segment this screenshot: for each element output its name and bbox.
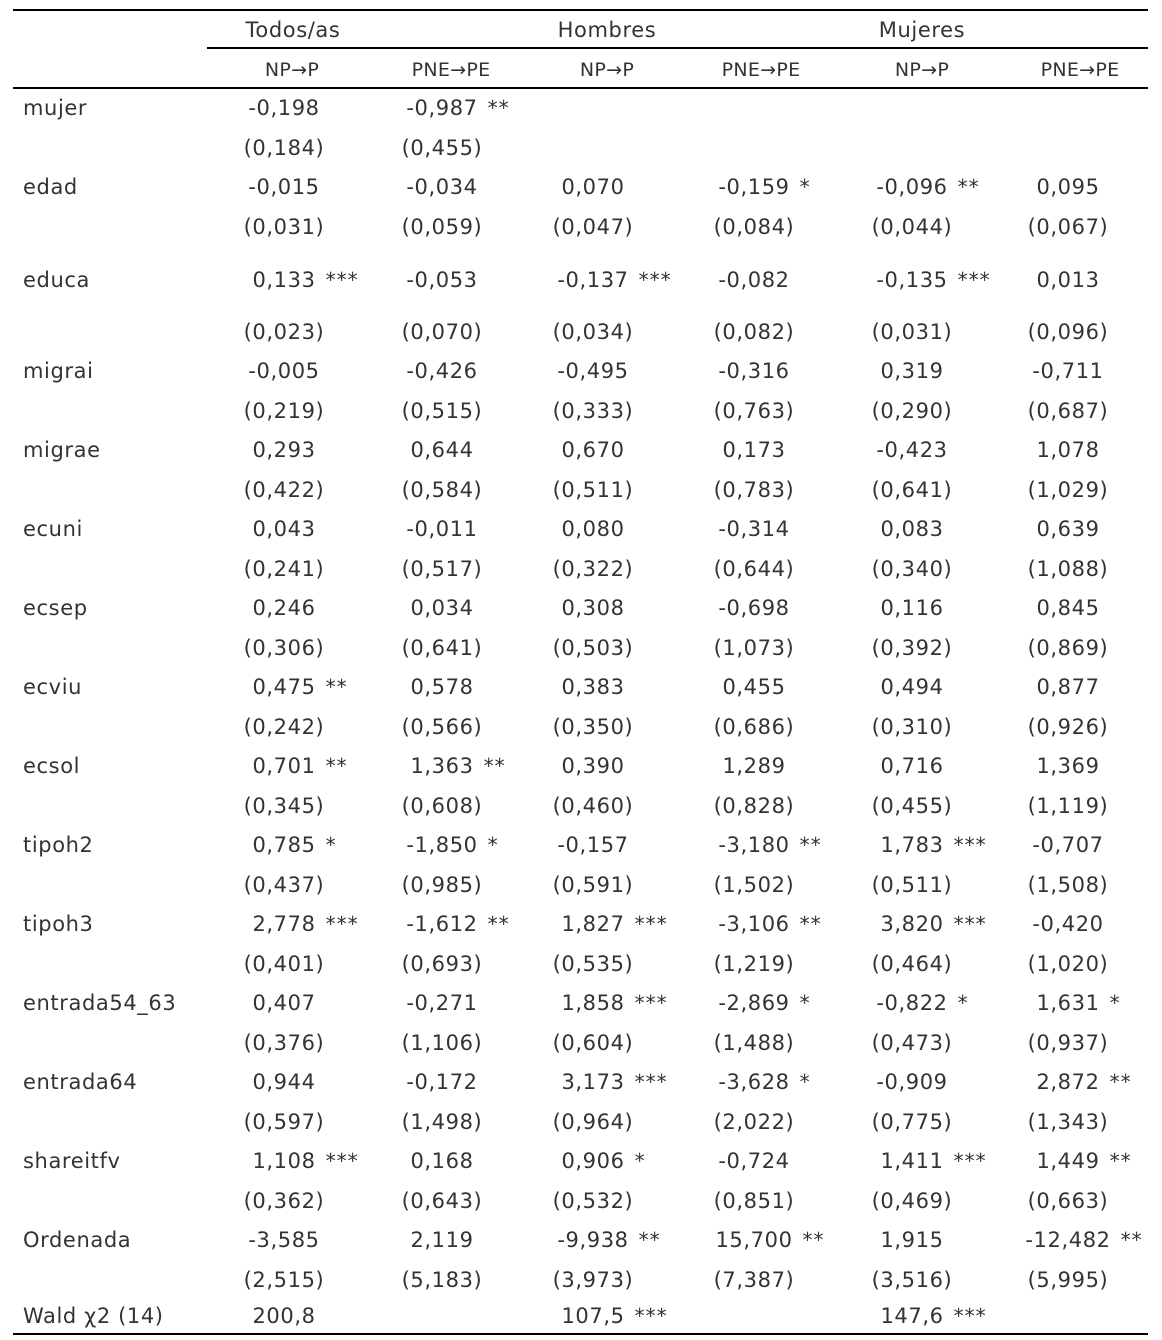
coef-migrai-0: -0,005 xyxy=(248,359,320,383)
coef-tipoh3-4-significance: *** xyxy=(953,912,987,936)
coef-migrae-2: 0,670 xyxy=(561,438,625,462)
coef-ecviu-2: 0,383 xyxy=(561,675,625,699)
se-ecviu-2: (0,350) xyxy=(552,715,634,739)
coef-ecsol-0: 0,701 xyxy=(252,754,316,778)
coef-entrada54_63-3-significance: * xyxy=(799,991,811,1015)
wald-0: 200,8 xyxy=(252,1304,316,1328)
se-migrai-5: (0,687) xyxy=(1027,399,1109,423)
se-ecuni-0: (0,241) xyxy=(243,557,325,581)
group-header-hombres: Hombres xyxy=(557,18,657,42)
coef-Ordenada-1: 2,119 xyxy=(410,1228,474,1252)
coef-entrada64-5-significance: ** xyxy=(1109,1070,1132,1094)
coef-ecsep-3: -0,698 xyxy=(718,596,790,620)
coef-entrada54_63-3: -2,869 xyxy=(718,991,790,1015)
se-entrada64-2: (0,964) xyxy=(552,1110,634,1134)
coef-tipoh2-1-significance: * xyxy=(487,833,499,857)
coef-educa-3: -0,082 xyxy=(718,268,790,292)
se-entrada54_63-3: (1,488) xyxy=(713,1031,795,1055)
se-migrae-4: (0,641) xyxy=(871,478,953,502)
sub-header-4: NP→P xyxy=(894,59,950,81)
coef-entrada64-3-significance: * xyxy=(799,1070,811,1094)
group-header-todos: Todos/as xyxy=(245,18,341,42)
wald-4: 147,6 xyxy=(880,1304,944,1328)
coef-entrada64-3: -3,628 xyxy=(718,1070,790,1094)
coef-edad-3: -0,159 xyxy=(718,175,790,199)
se-ecviu-0: (0,242) xyxy=(243,715,325,739)
coef-migrae-1: 0,644 xyxy=(410,438,474,462)
wald-4-significance: *** xyxy=(953,1304,987,1328)
sub-header-5: PNE→PE xyxy=(1040,59,1120,81)
row-label-entrada54_63: entrada54_63 xyxy=(23,991,177,1015)
se-Ordenada-2: (3,973) xyxy=(552,1268,634,1292)
coef-ecviu-0-significance: ** xyxy=(325,675,348,699)
se-mujer-1: (0,455) xyxy=(401,136,483,160)
row-label-tipoh3: tipoh3 xyxy=(23,912,94,936)
se-ecsep-1: (0,641) xyxy=(401,636,483,660)
se-mujer-0: (0,184) xyxy=(243,136,325,160)
coef-edad-1: -0,034 xyxy=(406,175,478,199)
coef-Ordenada-5: -12,482 xyxy=(1025,1228,1111,1252)
group-header-mujeres: Mujeres xyxy=(878,18,966,42)
table-top-rule xyxy=(13,9,1148,11)
sub-header-2: NP→P xyxy=(579,59,635,81)
se-tipoh2-3: (1,502) xyxy=(713,873,795,897)
se-entrada54_63-4: (0,473) xyxy=(871,1031,953,1055)
se-tipoh3-5: (1,020) xyxy=(1027,952,1109,976)
se-migrai-0: (0,219) xyxy=(243,399,325,423)
se-migrae-2: (0,511) xyxy=(552,478,634,502)
coef-tipoh2-3-significance: ** xyxy=(799,833,822,857)
coef-migrae-4: -0,423 xyxy=(876,438,948,462)
coef-ecviu-3: 0,455 xyxy=(722,675,786,699)
se-Ordenada-4: (3,516) xyxy=(871,1268,953,1292)
coef-Ordenada-5-significance: ** xyxy=(1120,1228,1143,1252)
se-edad-2: (0,047) xyxy=(552,215,634,239)
coef-ecsep-2: 0,308 xyxy=(561,596,625,620)
coef-ecsep-1: 0,034 xyxy=(410,596,474,620)
coef-migrae-5: 1,078 xyxy=(1036,438,1100,462)
se-edad-1: (0,059) xyxy=(401,215,483,239)
se-shareitfv-1: (0,643) xyxy=(401,1189,483,1213)
se-educa-4: (0,031) xyxy=(871,320,953,344)
se-ecsol-0: (0,345) xyxy=(243,794,325,818)
coef-ecsep-0: 0,246 xyxy=(252,596,316,620)
coef-shareitfv-0-significance: *** xyxy=(325,1149,359,1173)
coef-Ordenada-0: -3,585 xyxy=(248,1228,320,1252)
coef-shareitfv-0: 1,108 xyxy=(252,1149,316,1173)
coef-educa-0: 0,133 xyxy=(252,268,316,292)
coef-ecuni-2: 0,080 xyxy=(561,517,625,541)
sub-header-3: PNE→PE xyxy=(721,59,801,81)
se-educa-3: (0,082) xyxy=(713,320,795,344)
coef-ecsol-4: 0,716 xyxy=(880,754,944,778)
coef-entrada54_63-4-significance: * xyxy=(957,991,969,1015)
row-label-Ordenada: Ordenada xyxy=(23,1228,132,1252)
coef-edad-3-significance: * xyxy=(799,175,811,199)
se-tipoh3-2: (0,535) xyxy=(552,952,634,976)
se-entrada64-0: (0,597) xyxy=(243,1110,325,1134)
coef-ecviu-0: 0,475 xyxy=(252,675,316,699)
se-ecsep-0: (0,306) xyxy=(243,636,325,660)
coef-entrada54_63-2: 1,858 xyxy=(561,991,625,1015)
coef-migrai-2: -0,495 xyxy=(557,359,629,383)
row-label-migrae: migrae xyxy=(23,438,101,462)
coef-ecviu-1: 0,578 xyxy=(410,675,474,699)
se-ecsol-5: (1,119) xyxy=(1027,794,1109,818)
se-educa-0: (0,023) xyxy=(243,320,325,344)
coef-educa-2: -0,137 xyxy=(557,268,629,292)
row-label-ecuni: ecuni xyxy=(23,517,83,541)
se-entrada54_63-1: (1,106) xyxy=(401,1031,483,1055)
coef-shareitfv-2-significance: * xyxy=(634,1149,646,1173)
se-migrai-4: (0,290) xyxy=(871,399,953,423)
se-shareitfv-3: (0,851) xyxy=(713,1189,795,1213)
row-label-wald: Wald χ2 (14) xyxy=(23,1304,164,1328)
se-entrada54_63-0: (0,376) xyxy=(243,1031,325,1055)
coef-ecsol-0-significance: ** xyxy=(325,754,348,778)
row-label-mujer: mujer xyxy=(23,96,88,120)
se-ecsep-5: (0,869) xyxy=(1027,636,1109,660)
coef-entrada54_63-2-significance: *** xyxy=(634,991,668,1015)
se-migrai-2: (0,333) xyxy=(552,399,634,423)
se-entrada64-5: (1,343) xyxy=(1027,1110,1109,1134)
se-tipoh2-0: (0,437) xyxy=(243,873,325,897)
coef-educa-4: -0,135 xyxy=(876,268,948,292)
se-ecsep-2: (0,503) xyxy=(552,636,634,660)
coef-Ordenada-3: 15,700 xyxy=(715,1228,793,1252)
coef-entrada54_63-4: -0,822 xyxy=(876,991,948,1015)
se-tipoh2-2: (0,591) xyxy=(552,873,634,897)
coef-shareitfv-5-significance: ** xyxy=(1109,1149,1132,1173)
se-ecuni-4: (0,340) xyxy=(871,557,953,581)
coef-ecuni-3: -0,314 xyxy=(718,517,790,541)
coef-shareitfv-5: 1,449 xyxy=(1036,1149,1100,1173)
coef-mujer-0: -0,198 xyxy=(248,96,320,120)
coef-entrada64-1: -0,172 xyxy=(406,1070,478,1094)
coef-tipoh3-3-significance: ** xyxy=(799,912,822,936)
coef-edad-0: -0,015 xyxy=(248,175,320,199)
coef-ecviu-4: 0,494 xyxy=(880,675,944,699)
coef-entrada54_63-5: 1,631 xyxy=(1036,991,1100,1015)
coef-educa-1: -0,053 xyxy=(406,268,478,292)
coef-mujer-1: -0,987 xyxy=(406,96,478,120)
se-migrae-3: (0,783) xyxy=(713,478,795,502)
coef-migrai-4: 0,319 xyxy=(880,359,944,383)
coef-entrada54_63-5-significance: * xyxy=(1109,991,1121,1015)
se-migrae-1: (0,584) xyxy=(401,478,483,502)
se-tipoh2-5: (1,508) xyxy=(1027,873,1109,897)
coef-migrai-3: -0,316 xyxy=(718,359,790,383)
se-ecuni-3: (0,644) xyxy=(713,557,795,581)
row-label-educa: educa xyxy=(23,268,90,292)
coef-tipoh3-0-significance: *** xyxy=(325,912,359,936)
coef-ecsol-1: 1,363 xyxy=(410,754,474,778)
se-shareitfv-5: (0,663) xyxy=(1027,1189,1109,1213)
se-entrada64-3: (2,022) xyxy=(713,1110,795,1134)
se-entrada54_63-2: (0,604) xyxy=(552,1031,634,1055)
coef-entrada64-2: 3,173 xyxy=(561,1070,625,1094)
coef-ecsol-5: 1,369 xyxy=(1036,754,1100,778)
se-tipoh3-1: (0,693) xyxy=(401,952,483,976)
coef-mujer-1-significance: ** xyxy=(487,96,510,120)
row-label-ecsol: ecsol xyxy=(23,754,81,778)
table-bottom-rule xyxy=(13,1333,1148,1335)
coef-tipoh3-1-significance: ** xyxy=(487,912,510,936)
coef-edad-4: -0,096 xyxy=(876,175,948,199)
coef-tipoh3-2: 1,827 xyxy=(561,912,625,936)
coef-educa-0-significance: *** xyxy=(325,268,359,292)
se-tipoh2-1: (0,985) xyxy=(401,873,483,897)
coef-tipoh2-2: -0,157 xyxy=(557,833,629,857)
coef-shareitfv-1: 0,168 xyxy=(410,1149,474,1173)
se-ecsol-2: (0,460) xyxy=(552,794,634,818)
coef-shareitfv-2: 0,906 xyxy=(561,1149,625,1173)
coef-ecuni-0: 0,043 xyxy=(252,517,316,541)
row-label-ecviu: ecviu xyxy=(23,675,83,699)
coef-ecuni-4: 0,083 xyxy=(880,517,944,541)
coef-tipoh2-4-significance: *** xyxy=(953,833,987,857)
se-entrada64-4: (0,775) xyxy=(871,1110,953,1134)
se-ecuni-2: (0,322) xyxy=(552,557,634,581)
se-ecviu-1: (0,566) xyxy=(401,715,483,739)
coef-Ordenada-4: 1,915 xyxy=(880,1228,944,1252)
se-tipoh3-0: (0,401) xyxy=(243,952,325,976)
se-edad-0: (0,031) xyxy=(243,215,325,239)
coef-edad-4-significance: ** xyxy=(957,175,980,199)
coef-tipoh3-5: -0,420 xyxy=(1032,912,1104,936)
se-ecsol-1: (0,608) xyxy=(401,794,483,818)
coef-tipoh3-1: -1,612 xyxy=(406,912,478,936)
row-label-migrai: migrai xyxy=(23,359,94,383)
coef-entrada64-0: 0,944 xyxy=(252,1070,316,1094)
coef-tipoh3-3: -3,106 xyxy=(718,912,790,936)
se-Ordenada-0: (2,515) xyxy=(243,1268,325,1292)
wald-2: 107,5 xyxy=(561,1304,625,1328)
se-educa-2: (0,034) xyxy=(552,320,634,344)
row-label-entrada64: entrada64 xyxy=(23,1070,138,1094)
coef-tipoh2-0: 0,785 xyxy=(252,833,316,857)
coef-entrada54_63-0: 0,407 xyxy=(252,991,316,1015)
coef-entrada54_63-1: -0,271 xyxy=(406,991,478,1015)
coef-tipoh2-1: -1,850 xyxy=(406,833,478,857)
coef-tipoh3-2-significance: *** xyxy=(634,912,668,936)
coef-migrae-3: 0,173 xyxy=(722,438,786,462)
se-ecsep-4: (0,392) xyxy=(871,636,953,660)
coef-migrai-1: -0,426 xyxy=(406,359,478,383)
coef-tipoh3-0: 2,778 xyxy=(252,912,316,936)
coef-shareitfv-3: -0,724 xyxy=(718,1149,790,1173)
se-shareitfv-2: (0,532) xyxy=(552,1189,634,1213)
se-Ordenada-3: (7,387) xyxy=(713,1268,795,1292)
coef-migrai-5: -0,711 xyxy=(1032,359,1104,383)
coef-ecsep-4: 0,116 xyxy=(880,596,944,620)
se-ecsol-4: (0,455) xyxy=(871,794,953,818)
se-ecsol-3: (0,828) xyxy=(713,794,795,818)
se-migrai-1: (0,515) xyxy=(401,399,483,423)
se-migrae-0: (0,422) xyxy=(243,478,325,502)
se-ecuni-1: (0,517) xyxy=(401,557,483,581)
coef-ecuni-1: -0,011 xyxy=(406,517,478,541)
se-entrada64-1: (1,498) xyxy=(401,1110,483,1134)
coef-educa-2-significance: *** xyxy=(638,268,672,292)
sub-header-0: NP→P xyxy=(264,59,320,81)
se-Ordenada-1: (5,183) xyxy=(401,1268,483,1292)
wald-2-significance: *** xyxy=(634,1304,668,1328)
se-edad-3: (0,084) xyxy=(713,215,795,239)
coef-Ordenada-2: -9,938 xyxy=(557,1228,629,1252)
row-label-shareitfv: shareitfv xyxy=(23,1149,121,1173)
se-shareitfv-0: (0,362) xyxy=(243,1189,325,1213)
coef-tipoh2-4: 1,783 xyxy=(880,833,944,857)
se-ecuni-5: (1,088) xyxy=(1027,557,1109,581)
coef-ecsep-5: 0,845 xyxy=(1036,596,1100,620)
coef-educa-5: 0,013 xyxy=(1036,268,1100,292)
se-migrai-3: (0,763) xyxy=(713,399,795,423)
coef-edad-5: 0,095 xyxy=(1036,175,1100,199)
se-tipoh3-4: (0,464) xyxy=(871,952,953,976)
row-label-tipoh2: tipoh2 xyxy=(23,833,94,857)
coef-educa-4-significance: *** xyxy=(957,268,991,292)
coef-tipoh2-5: -0,707 xyxy=(1032,833,1104,857)
coef-edad-2: 0,070 xyxy=(561,175,625,199)
se-edad-4: (0,044) xyxy=(871,215,953,239)
coef-tipoh3-4: 3,820 xyxy=(880,912,944,936)
sub-header-1: PNE→PE xyxy=(411,59,491,81)
coef-ecuni-5: 0,639 xyxy=(1036,517,1100,541)
se-ecviu-5: (0,926) xyxy=(1027,715,1109,739)
se-ecsep-3: (1,073) xyxy=(713,636,795,660)
coef-shareitfv-4: 1,411 xyxy=(880,1149,944,1173)
coef-Ordenada-3-significance: ** xyxy=(802,1228,825,1252)
se-tipoh3-3: (1,219) xyxy=(713,952,795,976)
coef-tipoh2-0-significance: * xyxy=(325,833,337,857)
coef-ecsol-1-significance: ** xyxy=(483,754,506,778)
coef-ecsol-3: 1,289 xyxy=(722,754,786,778)
se-ecviu-4: (0,310) xyxy=(871,715,953,739)
coef-ecviu-5: 0,877 xyxy=(1036,675,1100,699)
se-Ordenada-5: (5,995) xyxy=(1027,1268,1109,1292)
se-edad-5: (0,067) xyxy=(1027,215,1109,239)
coef-tipoh2-3: -3,180 xyxy=(718,833,790,857)
row-label-edad: edad xyxy=(23,175,78,199)
coef-entrada64-2-significance: *** xyxy=(634,1070,668,1094)
se-tipoh2-4: (0,511) xyxy=(871,873,953,897)
coef-shareitfv-4-significance: *** xyxy=(953,1149,987,1173)
coef-ecsol-2: 0,390 xyxy=(561,754,625,778)
se-migrae-5: (1,029) xyxy=(1027,478,1109,502)
se-educa-1: (0,070) xyxy=(401,320,483,344)
coef-Ordenada-2-significance: ** xyxy=(638,1228,661,1252)
row-label-ecsep: ecsep xyxy=(23,596,88,620)
se-educa-5: (0,096) xyxy=(1027,320,1109,344)
coef-migrae-0: 0,293 xyxy=(252,438,316,462)
se-shareitfv-4: (0,469) xyxy=(871,1189,953,1213)
se-ecviu-3: (0,686) xyxy=(713,715,795,739)
sub-header-rule xyxy=(13,87,1148,89)
group-header-rule xyxy=(207,47,1148,49)
se-entrada54_63-5: (0,937) xyxy=(1027,1031,1109,1055)
coef-entrada64-5: 2,872 xyxy=(1036,1070,1100,1094)
coef-entrada64-4: -0,909 xyxy=(876,1070,948,1094)
